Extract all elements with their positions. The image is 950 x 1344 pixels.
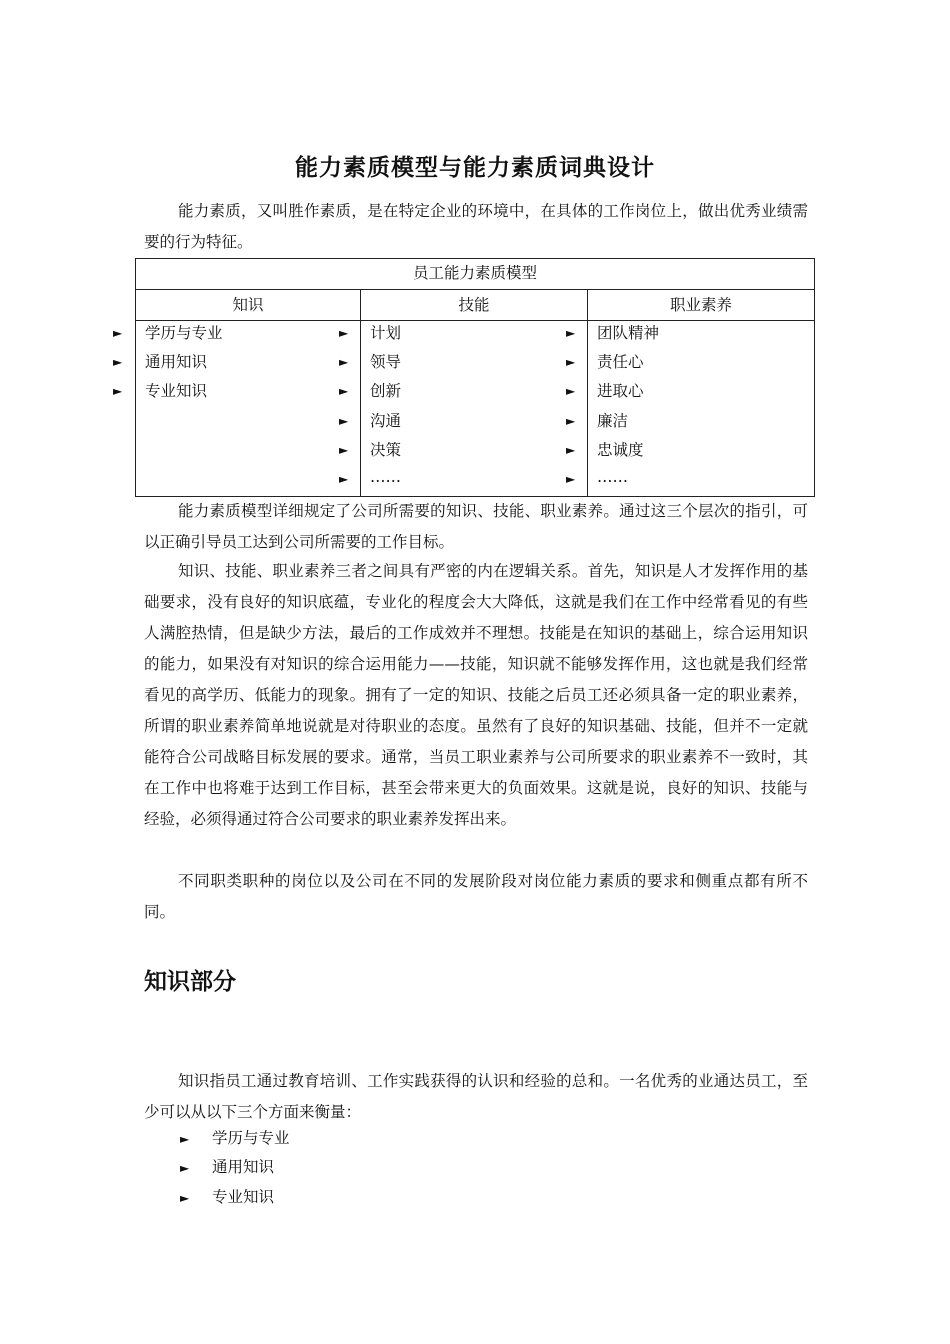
list-item — [180, 1183, 274, 1212]
knowledge-item: 专业知识 — [145, 382, 208, 400]
skill-item: …… — [370, 468, 401, 486]
triangle-bullet-icon: ► — [180, 1132, 190, 1146]
professionalism-item: 团队精神 — [597, 324, 660, 342]
triangle-bullet-icon: ► — [180, 1191, 190, 1205]
knowledge-item: 学历与专业 — [145, 324, 223, 342]
professionalism-item: 进取心 — [597, 382, 644, 400]
list-item-label: 通用知识 — [212, 1158, 275, 1176]
column-header-professionalism: 职业素养 — [588, 290, 814, 321]
triangle-bullet-icon: ► — [113, 355, 123, 369]
column-divider — [587, 290, 588, 496]
skill-item: 领导 — [370, 353, 402, 371]
knowledge-item: 通用知识 — [145, 353, 208, 371]
triangle-bullet-icon: ► — [566, 472, 576, 486]
triangle-bullet-icon: ► — [339, 326, 349, 340]
intro-paragraph: 能力素质，又叫胜作素质，是在特定企业的环境中，在具体的工作岗位上，做出优秀业绩需要的行为特征。 — [144, 202, 808, 251]
triangle-bullet-icon: ► — [566, 443, 576, 457]
triangle-bullet-icon: ► — [566, 384, 576, 398]
triangle-bullet-icon: ► — [339, 355, 349, 369]
triangle-bullet-icon: ► — [339, 443, 349, 457]
professionalism-item: 忠诚度 — [597, 441, 644, 459]
triangle-bullet-icon: ► — [566, 355, 576, 369]
skill-item: 决策 — [370, 441, 402, 459]
section-paragraph: 知识指员工通过教育培训、工作实践获得的认识和经验的总和。一名优秀的业通达员工，至少可以从以下三个方面来衡量： — [144, 1072, 808, 1121]
triangle-bullet-icon: ► — [566, 414, 576, 428]
triangle-bullet-icon: ► — [339, 414, 349, 428]
professionalism-item: 廉洁 — [597, 412, 629, 430]
skill-item: 沟通 — [370, 412, 402, 430]
professionalism-item: 责任心 — [597, 353, 644, 371]
skill-item: 创新 — [370, 382, 402, 400]
triangle-bullet-icon: ► — [566, 326, 576, 340]
list-item — [180, 1124, 290, 1153]
body-paragraph: 能力素质模型详细规定了公司所需要的知识、技能、职业素养。通过这三个层次的指引，可以正确引导员工达到公司所需要的工作目标。 — [144, 502, 808, 551]
column-divider — [360, 290, 361, 496]
triangle-bullet-icon: ► — [339, 472, 349, 486]
skill-item: 计划 — [370, 324, 402, 342]
list-item — [180, 1153, 274, 1182]
list-item-label: 学历与专业 — [212, 1129, 290, 1147]
competency-model-table — [113, 258, 815, 497]
professionalism-item: …… — [597, 468, 628, 486]
triangle-bullet-icon: ► — [113, 326, 123, 340]
triangle-bullet-icon: ► — [113, 384, 123, 398]
triangle-bullet-icon: ► — [339, 384, 349, 398]
table-caption: 员工能力素质模型 — [136, 259, 814, 290]
list-item-label: 专业知识 — [212, 1188, 275, 1206]
section-heading: 知识部分 — [144, 969, 236, 995]
triangle-bullet-icon: ► — [180, 1161, 190, 1175]
column-header-knowledge: 知识 — [136, 290, 360, 321]
body-paragraph: 不同职类职种的岗位以及公司在不同的发展阶段对岗位能力素质的要求和侧重点都有所不同。 — [144, 872, 808, 921]
body-paragraph: 知识、技能、职业素养三者之间具有严密的内在逻辑关系。首先，知识是人才发挥作用的基础要求，没有良好的知识底蕴，专业化的程度会大大降低，这就是我们在工作中经常看见的有些人满腔热情，但是缺少方法，最后的工作成效并不理想。技能是在知识的基础上，综合运用知识的能力，如果没有对知识的综合运用能力——技能，知识就不能够发挥作用，这也就是我们经常看见的高学历、低能力的现象。拥有了一定的知识、技能之后员工还必须具备一定的职业素养，所谓的职业素养简单地说就是对待职业的态度。虽然有了良好的知识基础、技能，但并不一定就能符合公司战略目标发展的要求。通常，当员工职业素养与公司所要求的职业素养不一致时，其在工作中也将难于达到工作目标，甚至会带来更大的负面效果。这就是说，良好的知识、技能与经验，必须得通过符合公司要求的职业素养发挥出来。 — [144, 562, 808, 828]
page-title: 能力素质模型与能力素质词典设计 — [295, 155, 655, 181]
column-header-skills: 技能 — [361, 290, 587, 321]
